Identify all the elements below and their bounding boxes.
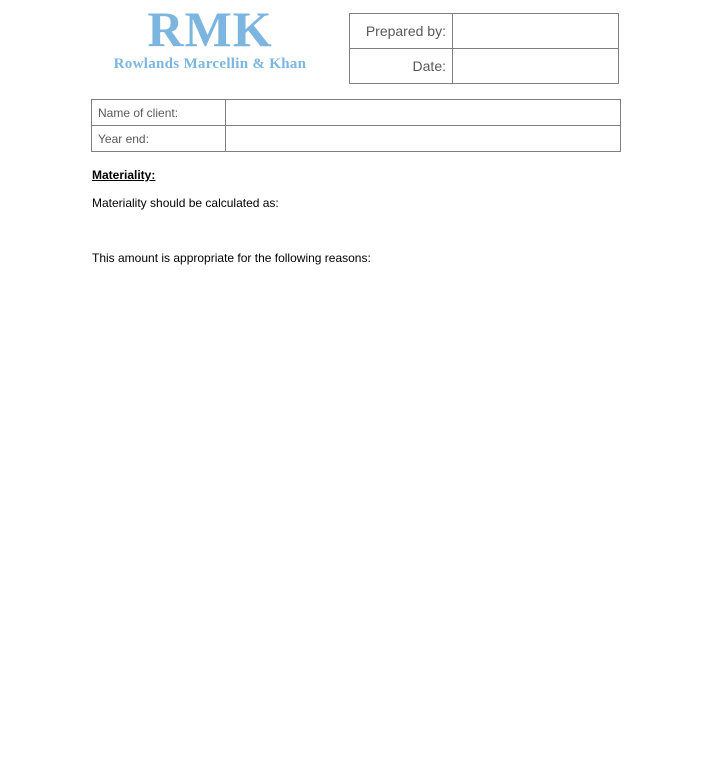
prepared-by-label: Prepared by: <box>350 14 453 49</box>
year-end-label: Year end: <box>92 126 226 152</box>
year-end-row <box>92 126 621 152</box>
company-logo <box>100 1 320 72</box>
logo-mark: RMK <box>147 1 273 57</box>
prepared-by-row <box>350 14 619 49</box>
date-row <box>350 49 619 84</box>
signoff-table <box>349 13 619 84</box>
date-label: Date: <box>350 49 453 84</box>
calculation-text: Materiality should be calculated as: <box>92 196 279 210</box>
client-table <box>91 99 621 152</box>
client-name-label: Name of client: <box>92 100 226 126</box>
reasons-text: This amount is appropriate for the following reasons: <box>92 251 371 265</box>
prepared-by-field[interactable] <box>453 14 619 49</box>
date-field[interactable] <box>453 49 619 84</box>
client-name-field[interactable] <box>226 100 621 126</box>
materiality-heading: Materiality: <box>92 168 156 182</box>
client-name-row <box>92 100 621 126</box>
logo-company-name: Rowlands Marcellin & Khan <box>113 56 307 72</box>
year-end-field[interactable] <box>226 126 621 152</box>
